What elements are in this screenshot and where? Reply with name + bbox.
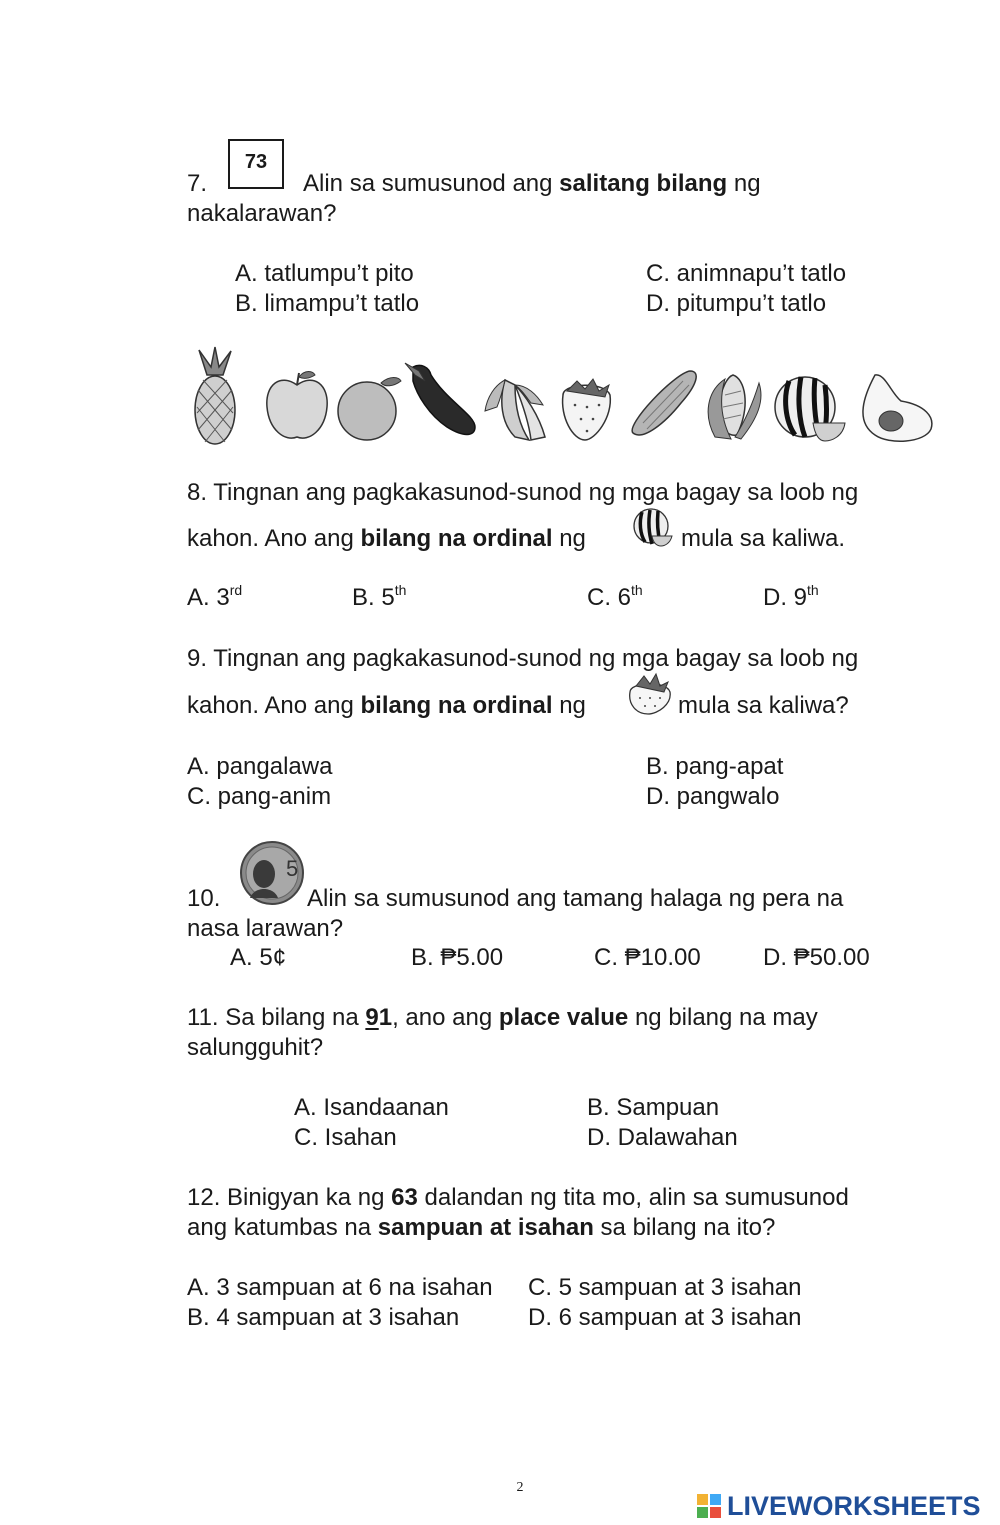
q9-choice-c[interactable]: C. pang-anim [187, 783, 332, 810]
q12-text-bold1: 63 [391, 1184, 418, 1211]
q12-choice-a[interactable]: A. 3 sampuan at 6 na isahan [187, 1274, 493, 1301]
q9-text-pre: kahon. Ano ang [187, 692, 354, 719]
q10-text: Alin sa sumusunod ang tamang halaga ng pera na [307, 885, 844, 912]
q8-choice-d-text: D. 9 [763, 584, 808, 611]
q12-choice-b[interactable]: B. 4 sampuan at 3 isahan [187, 1304, 460, 1331]
coin-icon [236, 840, 308, 906]
q9-text-mid: ng [559, 692, 586, 719]
q7-question-line1 [303, 169, 761, 199]
q8-text-post: mula sa kaliwa. [681, 525, 846, 552]
q12-text-mid: dalandan ng tita mo, alin sa sumusunod [424, 1184, 849, 1211]
q7-boxed-number: 73 [228, 139, 284, 189]
q9-line2 [187, 691, 586, 721]
q12-text-bold2: sampuan at isahan [377, 1214, 594, 1241]
q7-choice-a[interactable]: A. tatlumpu’t pito [235, 260, 414, 287]
q7-choice-b[interactable]: B. limampu’t tatlo [235, 290, 420, 317]
q8-text-pre: kahon. Ano ang [187, 525, 354, 552]
q11-text-bold: place value [498, 1004, 629, 1031]
q12-choice-c[interactable]: C. 5 sampuan at 3 isahan [528, 1274, 802, 1301]
liveworksheets-logo-icon [697, 1492, 723, 1520]
q8-choice-c[interactable] [587, 583, 643, 613]
fruit-sequence [185, 345, 940, 457]
q7-number: 7. [187, 170, 208, 197]
q8-choice-b-text: B. 5 [352, 584, 395, 611]
page-number: 2 [516, 1480, 524, 1495]
q10-choice-c[interactable]: C. ₱10.00 [594, 944, 701, 971]
q10-number: 10. [187, 885, 221, 912]
q12-choice-d[interactable]: D. 6 sampuan at 3 isahan [528, 1304, 802, 1331]
q8-choice-c-text: C. 6 [587, 584, 632, 611]
q8-choice-a[interactable] [187, 583, 242, 613]
q12-text-pre: 12. Binigyan ka ng [187, 1184, 385, 1211]
strawberry-icon [626, 672, 672, 718]
strawberry-icon [563, 379, 611, 440]
q11-choice-d[interactable]: D. Dalawahan [587, 1124, 738, 1151]
q11-text-mid: , ano ang [392, 1004, 493, 1031]
apple-icon [267, 372, 327, 439]
watermelon-icon [630, 506, 674, 548]
q11-line2: salungguhit? [187, 1034, 324, 1061]
q8-choice-a-sup: rd [229, 582, 243, 598]
q10-line2: nasa larawan? [187, 915, 344, 942]
q9-choice-b[interactable]: B. pang-apat [646, 753, 784, 780]
q8-line1: 8. Tingnan ang pagkakasunod-sunod ng mga bagay sa loob ng [187, 479, 859, 506]
q7-text-post: ng [733, 170, 761, 197]
liveworksheets-brand: LIVEWORKSHEETS [727, 1491, 981, 1521]
q11-digit-rest: 1 [378, 1004, 393, 1031]
q9-choice-d[interactable]: D. pangwalo [646, 783, 780, 810]
q7-choice-d[interactable]: D. pitumpu’t tatlo [646, 290, 827, 317]
banana-icon [485, 380, 545, 440]
q9-choice-a[interactable]: A. pangalawa [187, 753, 333, 780]
q11-choice-a[interactable]: A. Isandaanan [294, 1094, 449, 1121]
watermelon-icon [775, 377, 845, 441]
q8-choice-c-sup: th [631, 582, 643, 598]
q7-text-bold: salitang bilang [559, 170, 728, 197]
q9-text-post: mula sa kaliwa? [678, 692, 849, 719]
q10-choice-d[interactable]: D. ₱50.00 [763, 944, 870, 971]
q8-choice-b[interactable] [352, 583, 406, 613]
q8-choice-d-sup: th [807, 582, 819, 598]
q8-choice-b-sup: th [394, 582, 407, 598]
q12-text-line2-post: sa bilang na ito? [600, 1214, 776, 1241]
q11-line1 [187, 1003, 818, 1033]
q8-text-bold: bilang na ordinal [360, 525, 553, 552]
q8-text-mid: ng [559, 525, 586, 552]
q11-text-post: ng bilang na may [634, 1004, 818, 1031]
q8-choice-a-text: A. 3 [187, 584, 230, 611]
q9-text-bold: bilang na ordinal [360, 692, 553, 719]
q12-text-line2-pre: ang katumbas na [187, 1214, 372, 1241]
q10-choice-b[interactable]: B. ₱5.00 [411, 944, 504, 971]
q8-line2 [187, 524, 586, 554]
q12-line2 [187, 1213, 775, 1243]
avocado-icon [863, 375, 932, 441]
q11-underlined-digit: 9 [365, 1004, 379, 1031]
corn-icon [708, 375, 761, 439]
q11-text-pre: 11. Sa bilang na [187, 1004, 359, 1031]
q7-choice-c[interactable]: C. animnapu’t tatlo [646, 260, 847, 287]
q11-choice-b[interactable]: B. Sampuan [587, 1094, 720, 1121]
q10-choice-a[interactable]: A. 5¢ [230, 944, 287, 971]
orange-icon [338, 378, 401, 441]
q11-choice-c[interactable]: C. Isahan [294, 1124, 397, 1151]
eggplant-icon [405, 363, 475, 435]
q7-question-line2: nakalarawan? [187, 200, 337, 227]
pineapple-icon [195, 347, 235, 444]
q12-line1 [187, 1183, 849, 1213]
q8-choice-d[interactable] [763, 583, 819, 613]
q9-line1: 9. Tingnan ang pagkakasunod-sunod ng mga bagay sa loob ng [187, 645, 859, 672]
cucumber-icon [632, 371, 696, 435]
coin-value: 5 [286, 856, 299, 881]
q7-text-pre: Alin sa sumusunod ang [303, 170, 553, 197]
